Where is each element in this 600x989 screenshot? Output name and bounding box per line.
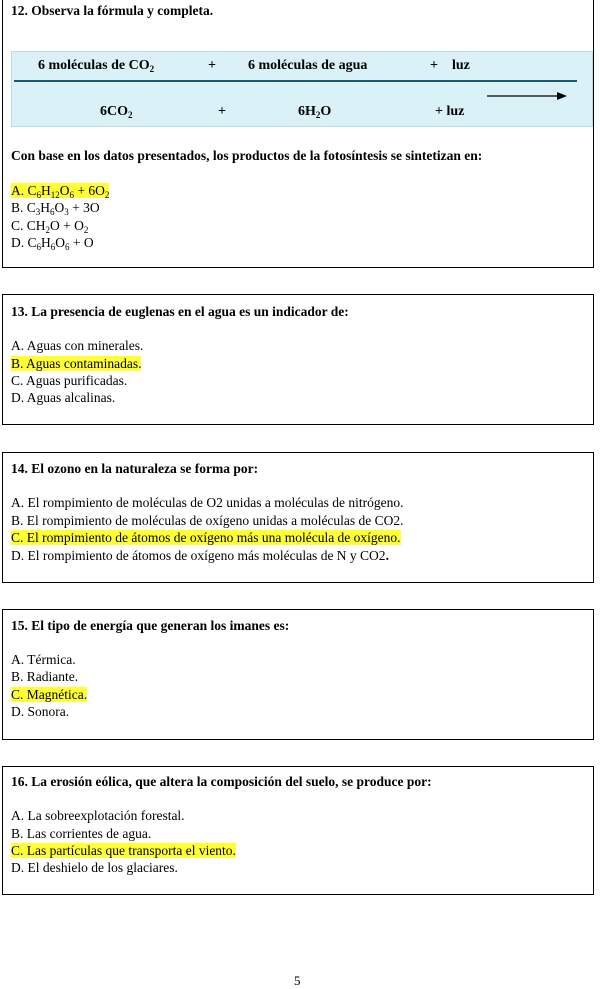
formula-r1-b: 6 moléculas de agua <box>248 58 368 73</box>
q12-option-a <box>11 182 109 199</box>
q14-option-a: A. El rompimiento de moléculas de O2 unidas a moléculas de nitrógeno. <box>11 495 404 510</box>
q15-option-c <box>11 686 87 703</box>
formula-r1-c: luz <box>452 58 470 73</box>
highlight-answer: C. El rompimiento de átomos de oxígeno más una molécula de oxígeno. <box>11 530 401 545</box>
question-12-box <box>2 0 594 268</box>
formula-r2-plus2: + luz <box>435 104 465 119</box>
highlight-answer: C. Las partículas que transporta el viento. <box>11 843 236 858</box>
question-15-box <box>2 609 594 740</box>
q16-option-c <box>11 842 236 859</box>
q15-option-a: A. Térmica. <box>11 652 76 667</box>
q16-option-a: A. La sobreexplotación forestal. <box>11 808 185 823</box>
question-13-title: 13. La presencia de euglenas en el agua es un indicador de: <box>11 304 349 319</box>
question-13-box <box>2 294 594 425</box>
highlight-answer: B. Aguas contaminadas. <box>11 356 142 371</box>
question-14-title: 14. El ozono en la naturaleza se forma por: <box>11 461 259 476</box>
q13-option-b <box>11 355 141 372</box>
formula-r1-a: 6 moléculas de $CO_2$ <box>38 58 155 74</box>
q12-option-b: B. $C_3H_6O_3 + 3O$ <box>11 200 100 217</box>
question-12-prompt: Con base en los datos presentados, los productos de la fotosíntesis se sintetizan en: <box>11 148 483 163</box>
q12-option-d: D. $C_6H_6O_6 + O$ <box>11 235 94 252</box>
formula-r2-plus1: + <box>218 104 226 119</box>
q13-option-c: C. Aguas purificadas. <box>11 373 128 388</box>
formula-divider <box>14 80 577 82</box>
question-14-box <box>2 452 594 583</box>
q15-option-b: B. Radiante. <box>11 669 79 684</box>
q16-option-b: B. Las corrientes de agua. <box>11 826 152 841</box>
highlight-answer: A. $C_6H_{12}O_6 + 6O_2$ <box>11 183 110 200</box>
formula-r1-plus1: + <box>208 58 216 73</box>
q14-option-c <box>11 529 401 546</box>
question-12-title: 12. Observa la fórmula y completa. <box>11 3 214 18</box>
formula-r1-plus2: + <box>430 58 438 73</box>
question-16-box <box>2 766 594 895</box>
page-number: 5 <box>294 973 301 988</box>
q16-option-d: D. El deshielo de los glaciares. <box>11 860 178 875</box>
formula-r2-a: $6CO_2$ <box>100 104 133 120</box>
q12-option-c: C. $CH_2O + O_2$ <box>11 218 89 235</box>
question-16-title: 16. La erosión eólica, que altera la composición del suelo, se produce por: <box>11 774 432 789</box>
q14-option-b: B. El rompimiento de moléculas de oxígeno unidas a moléculas de CO2. <box>11 513 404 528</box>
q13-option-d: D. Aguas alcalinas. <box>11 390 116 405</box>
formula-r2-b: $6H_2O$ <box>298 104 332 120</box>
q14-option-d: D. El rompimiento de átomos de oxígeno más moléculas de N y CO2. <box>11 548 389 563</box>
q13-option-a: A. Aguas con minerales. <box>11 338 144 353</box>
highlight-answer: C. Magnética. <box>11 687 88 702</box>
formula-image <box>11 51 593 127</box>
question-15-title: 15. El tipo de energía que generan los imanes es: <box>11 618 290 633</box>
q15-option-d: D. Sonora. <box>11 704 70 719</box>
reaction-arrow-icon <box>487 91 567 101</box>
